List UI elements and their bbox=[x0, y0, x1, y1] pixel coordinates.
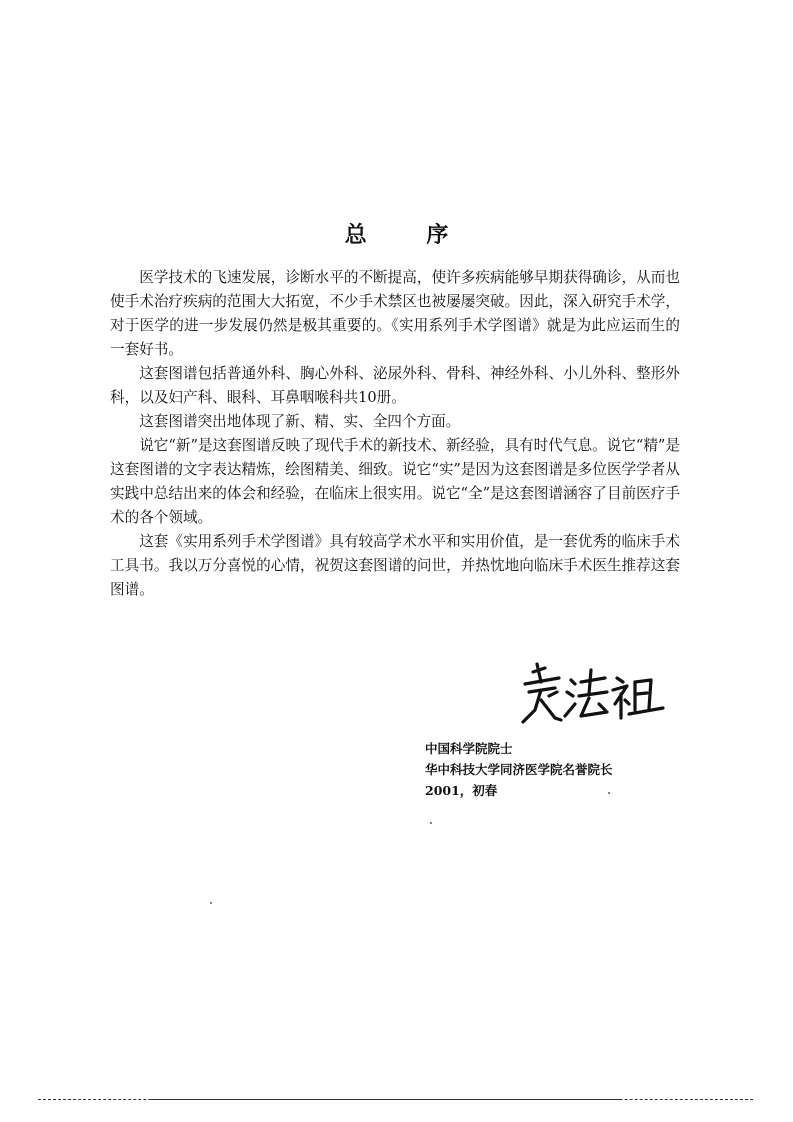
page-title: 总 序 bbox=[344, 222, 475, 248]
affiliation-date: 2001，初春 bbox=[425, 783, 498, 798]
paragraph-4: 说它“新”是这套图谱反映了现代手术的新技术、新经验，具有时代气息。说它“精”是这套图谱的文字表达精炼，绘图精美、细致。说它“实”是因为这套图谱是多位医学学者从实践中总结出来的体会和经验，在临床上很实用。说它“全”是这套图谱涵容了目前医疗手术的各个领域。 bbox=[110, 437, 680, 526]
scan-speck bbox=[430, 822, 432, 824]
paragraph-1: 医学技术的飞速发展，诊断水平的不断提高，使许多疾病能够早期获得确诊，从而也使手术治疗疾病的范围大大拓宽，不少手术禁区也被屡屡突破。因此，深入研究手术学，对于医学的进一步发展仍然是极其重要的。《实用系列手术学图谱》就是为此应运而生的一套好书。 bbox=[110, 269, 680, 358]
preface-body bbox=[110, 266, 680, 602]
paragraph-2: 这套图谱包括普通外科、胸心外科、泌尿外科、骨科、神经外科、小儿外科、整形外科，以及妇产科、眼科、耳鼻咽喉科共10册。 bbox=[110, 365, 680, 406]
paragraph-3: 这套图谱突出地体现了新、精、实、全四个方面。 bbox=[139, 413, 461, 430]
signature-affiliation bbox=[425, 738, 613, 801]
scan-speck bbox=[608, 792, 610, 794]
paragraph-5: 这套《实用系列手术学图谱》具有较高学术水平和实用价值，是一套优秀的临床手术工具书。我以万分喜悦的心情，祝贺这套图谱的问世，并热忱地向临床手术医生推荐这套图谱。 bbox=[110, 533, 680, 598]
affiliation-position: 华中科技大学同济医学院名誉院长 bbox=[425, 762, 613, 777]
bottom-rule-solid bbox=[150, 1099, 620, 1100]
scan-speck bbox=[210, 902, 212, 904]
handwritten-signature bbox=[515, 660, 665, 730]
affiliation-title: 中国科学院院士 bbox=[425, 741, 513, 756]
